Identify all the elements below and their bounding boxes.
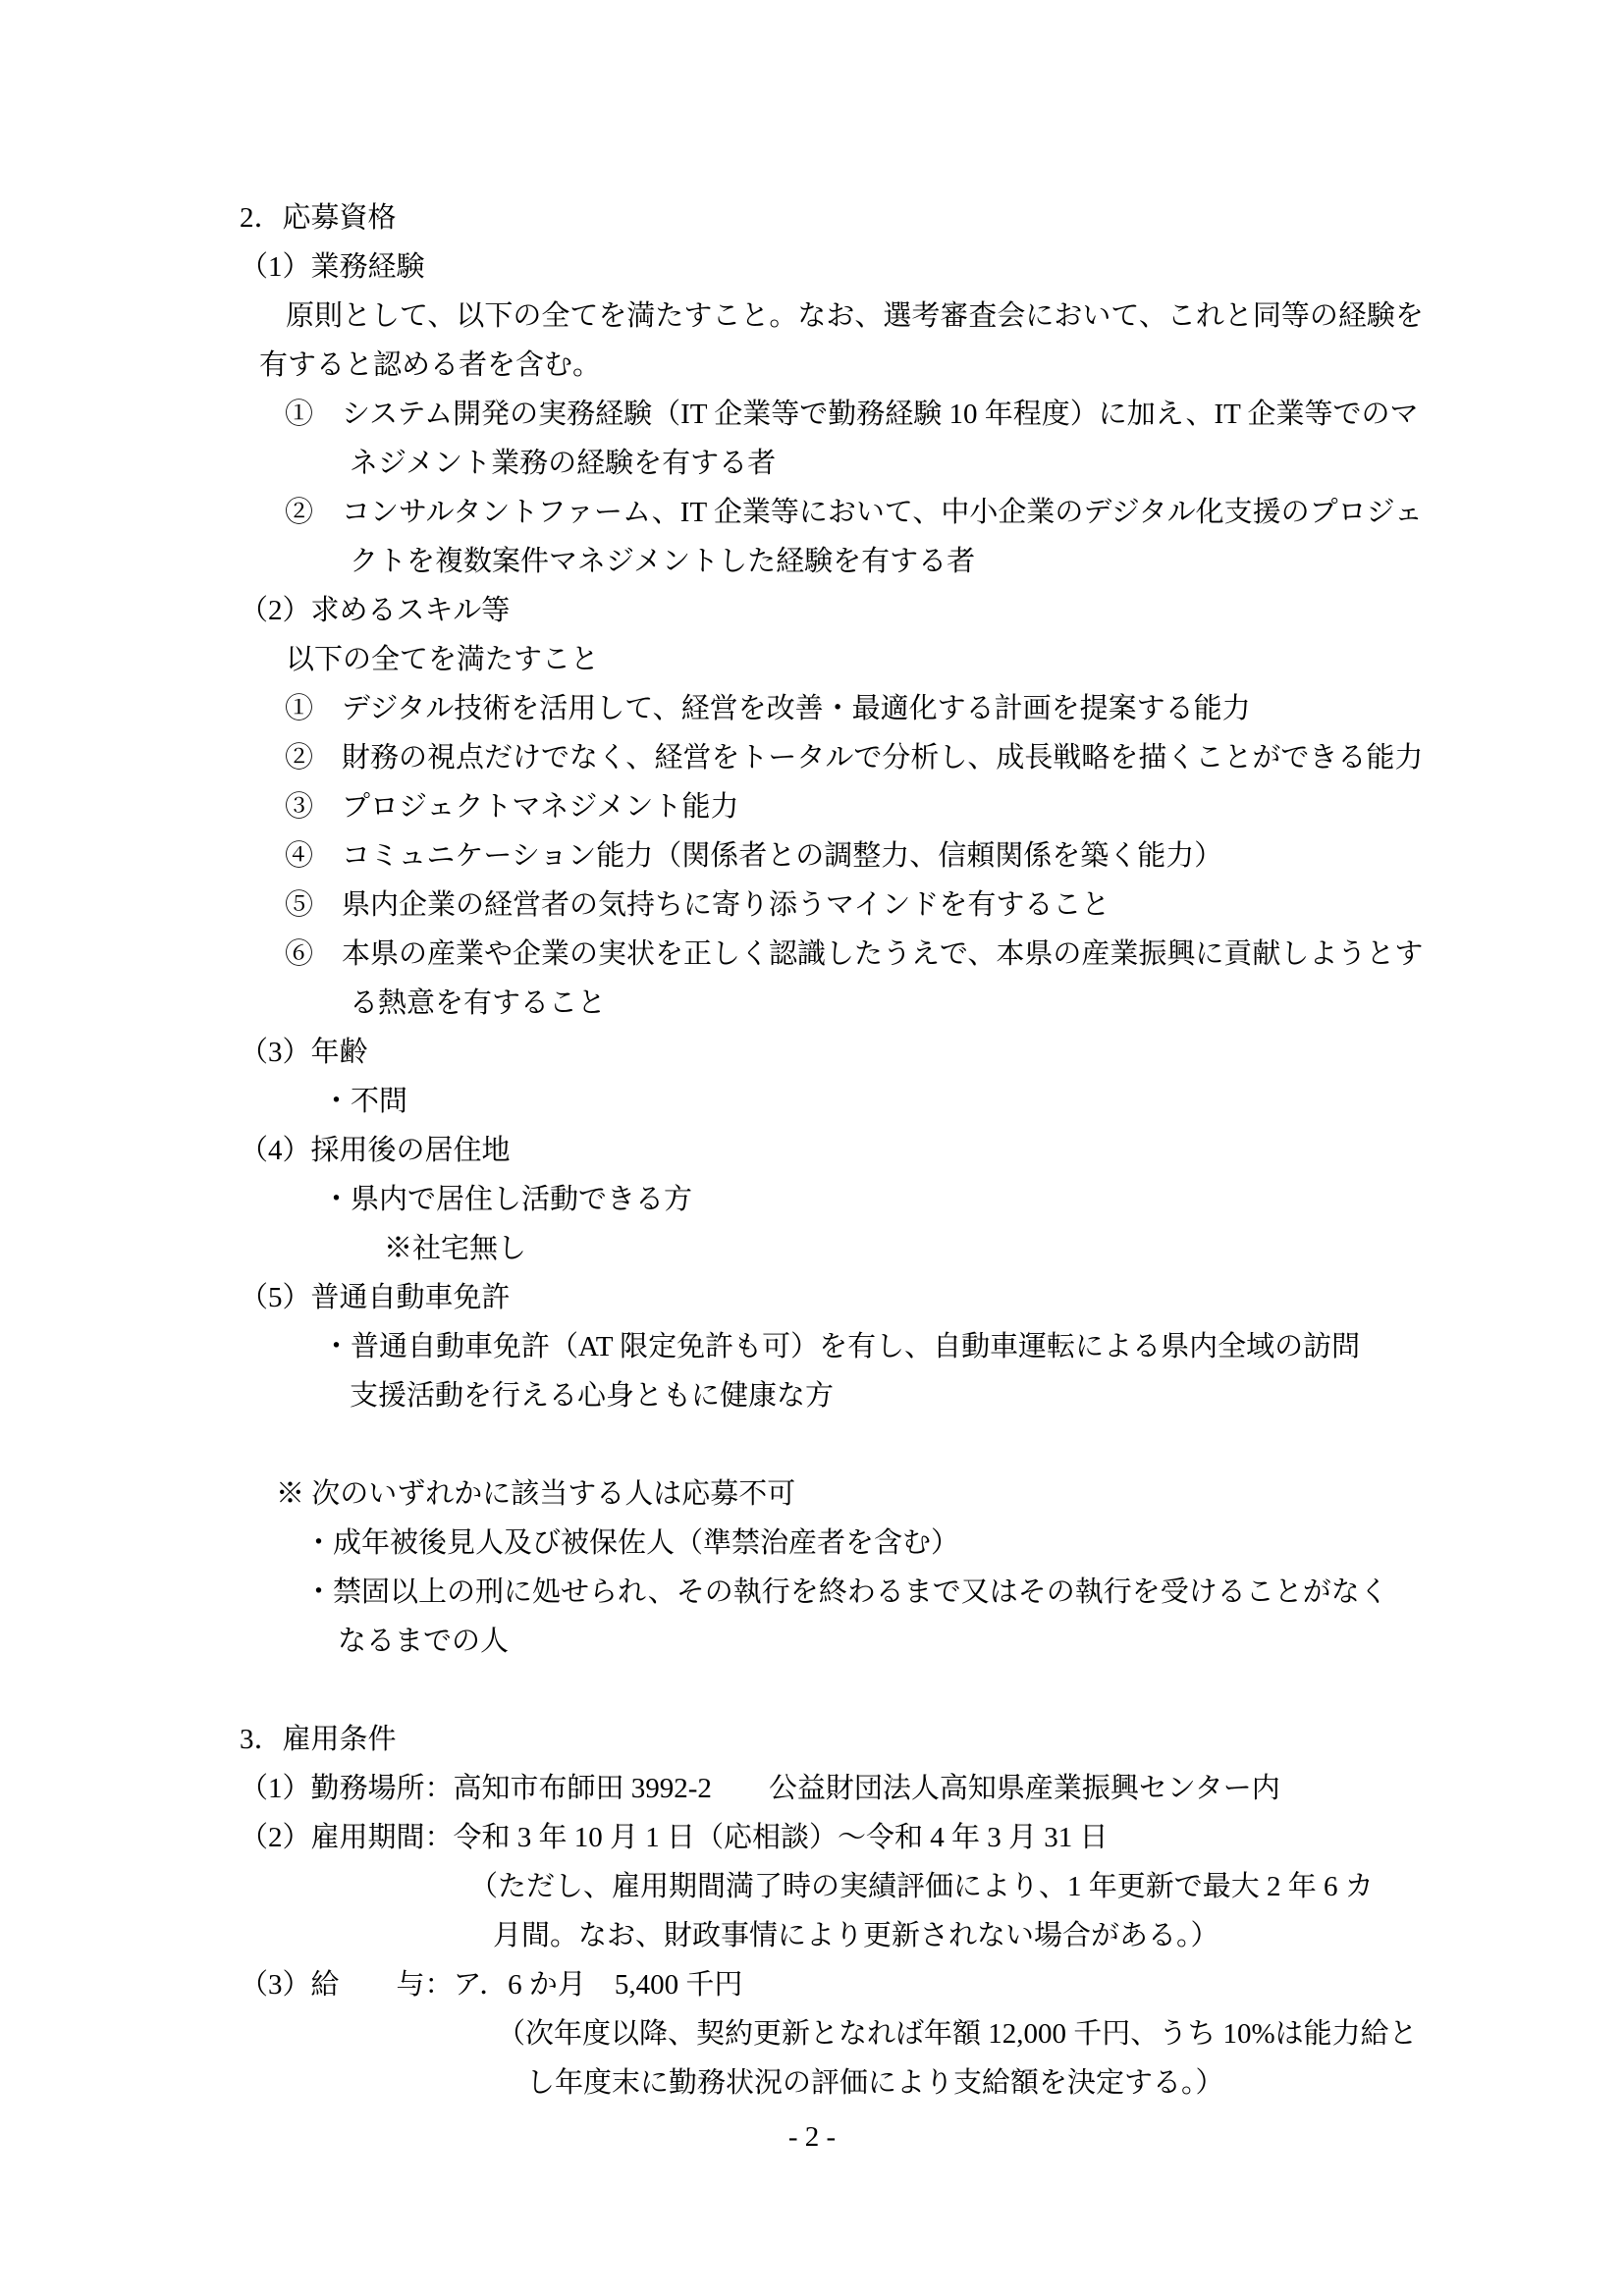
bullet-line: なるまでの人 [338, 1626, 510, 1657]
bullet-line: ・禁固以上の刑に処せられ、その執行を終わるまで又はその執行を受けることがなく [304, 1576, 1388, 1608]
numbered-item-line: ③ プロジェクトマネジメント能力 [285, 791, 739, 823]
bullet-line: ・県内で居住し活動できる方 [322, 1184, 693, 1215]
clause-heading: （1）業務経験 [240, 251, 425, 283]
numbered-item-line: ② コンサルタントファーム、IT 企業等において、中小企業のデジタル化支援のプロジェ [285, 497, 1424, 528]
section-heading: 3．雇用条件 [240, 1724, 397, 1755]
clause-line: （2）雇用期間：令和 3 年 10 月 1 日（応相談）～令和 4 年 3 月 31 日 [240, 1822, 1109, 1853]
numbered-item-line: クトを複数案件マネジメントした経験を有する者 [350, 546, 976, 577]
numbered-item-line: ① システム開発の実務経験（IT 企業等で勤務経験 10 年程度）に加え、IT 企業等でのマ [285, 399, 1419, 430]
paragraph-line: 原則として、以下の全てを満たすこと。なお、選考審査会において、これと同等の経験を [286, 300, 1424, 332]
parenthetical-line: 月間。なお、財政事情により更新されない場合がある。） [493, 1920, 1219, 1951]
numbered-item-line: ④ コミュニケーション能力（関係者との調整力、信頼関係を築く能力） [285, 840, 1223, 872]
clause-line: （3）給 与：ア．6 か月 5,400 千円 [240, 1969, 743, 2001]
numbered-item-line: る熱意を有すること [350, 988, 607, 1019]
clause-line: （1）勤務場所：高知市布師田 3992-2 公益財団法人高知県産業振興センター内 [240, 1773, 1280, 1804]
numbered-item-line: ネジメント業務の経験を有する者 [350, 448, 777, 479]
numbered-item-line: ⑤ 県内企業の経営者の気持ちに寄り添うマインドを有すること [285, 889, 1110, 921]
clause-heading: （3）年齢 [240, 1037, 368, 1068]
parenthetical-line: （ただし、雇用期間満了時の実績評価により、1 年更新で最大 2 年 6 カ [469, 1871, 1374, 1902]
numbered-item-line: ② 財務の視点だけでなく、経営をトータルで分析し、成長戦略を描くことができる能力 [285, 742, 1424, 774]
clause-heading: （5）普通自動車免許 [240, 1282, 511, 1313]
bullet-line: 支援活動を行える心身ともに健康な方 [350, 1380, 835, 1412]
note-heading: ※ 次のいずれかに該当する人は応募不可 [276, 1478, 796, 1510]
paragraph-line: 有すると認める者を含む。 [259, 349, 602, 381]
parenthetical-line: し年度末に勤務状況の評価により支給額を決定する。） [526, 2067, 1224, 2099]
bullet-line: ・普通自動車免許（AT 限定免許も可）を有し、自動車運転による県内全域の訪問 [322, 1331, 1361, 1362]
note-line: ※社宅無し [384, 1233, 527, 1264]
numbered-item-line: ⑥ 本県の産業や企業の実状を正しく認識したうえで、本県の産業振興に貢献しようとす [285, 938, 1424, 970]
paragraph-line: 以下の全てを満たすこと [286, 644, 600, 675]
numbered-item-line: ① デジタル技術を活用して、経営を改善・最適化する計画を提案する能力 [285, 693, 1251, 724]
page-number: - 2 - [787, 2121, 837, 2153]
parenthetical-line: （次年度以降、契約更新となれば年額 12,000 千円、うち 10%は能力給と [497, 2018, 1418, 2050]
clause-heading: （4）採用後の居住地 [240, 1135, 511, 1166]
bullet-line: ・成年被後見人及び被保佐人（準禁治産者を含む） [304, 1527, 960, 1559]
bullet-line: ・不問 [322, 1086, 408, 1117]
clause-heading: （2）求めるスキル等 [240, 595, 511, 626]
section-heading: 2．応募資格 [240, 202, 397, 234]
